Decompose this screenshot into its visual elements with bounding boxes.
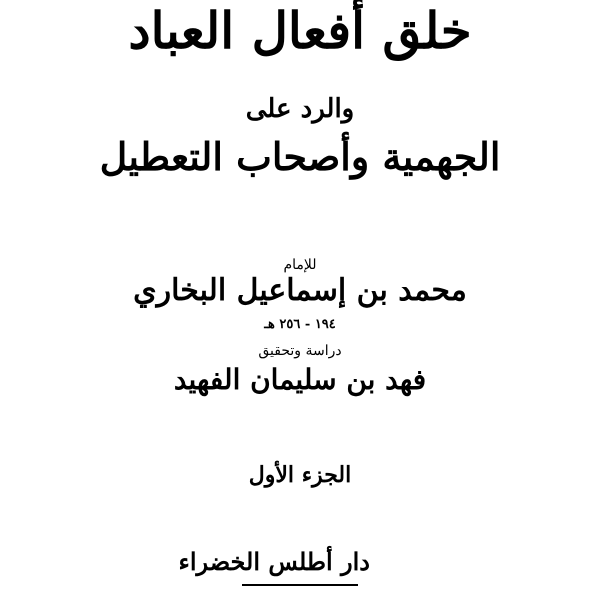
author-prefix: للإمام xyxy=(283,257,317,273)
book-subtitle: الجهمية وأصحاب التعطيل xyxy=(99,134,501,179)
publisher-name: دار أطلس الخضراء xyxy=(178,547,370,576)
editor-name: فهد بن سليمان الفهيد xyxy=(173,363,427,396)
publisher-rule xyxy=(242,584,358,586)
book-title: خلق أفعال العباد xyxy=(128,1,472,60)
editor-prefix: دراسة وتحقيق xyxy=(258,343,342,359)
book-title-conjunction: والرد على xyxy=(245,94,355,124)
author-name: محمد بن إسماعيل البخاري xyxy=(133,273,467,308)
author-dates: ١٩٤ - ٢٥٦ هـ xyxy=(264,317,336,332)
publisher-logo xyxy=(178,536,370,600)
volume-label: الجزء الأول xyxy=(248,462,352,488)
